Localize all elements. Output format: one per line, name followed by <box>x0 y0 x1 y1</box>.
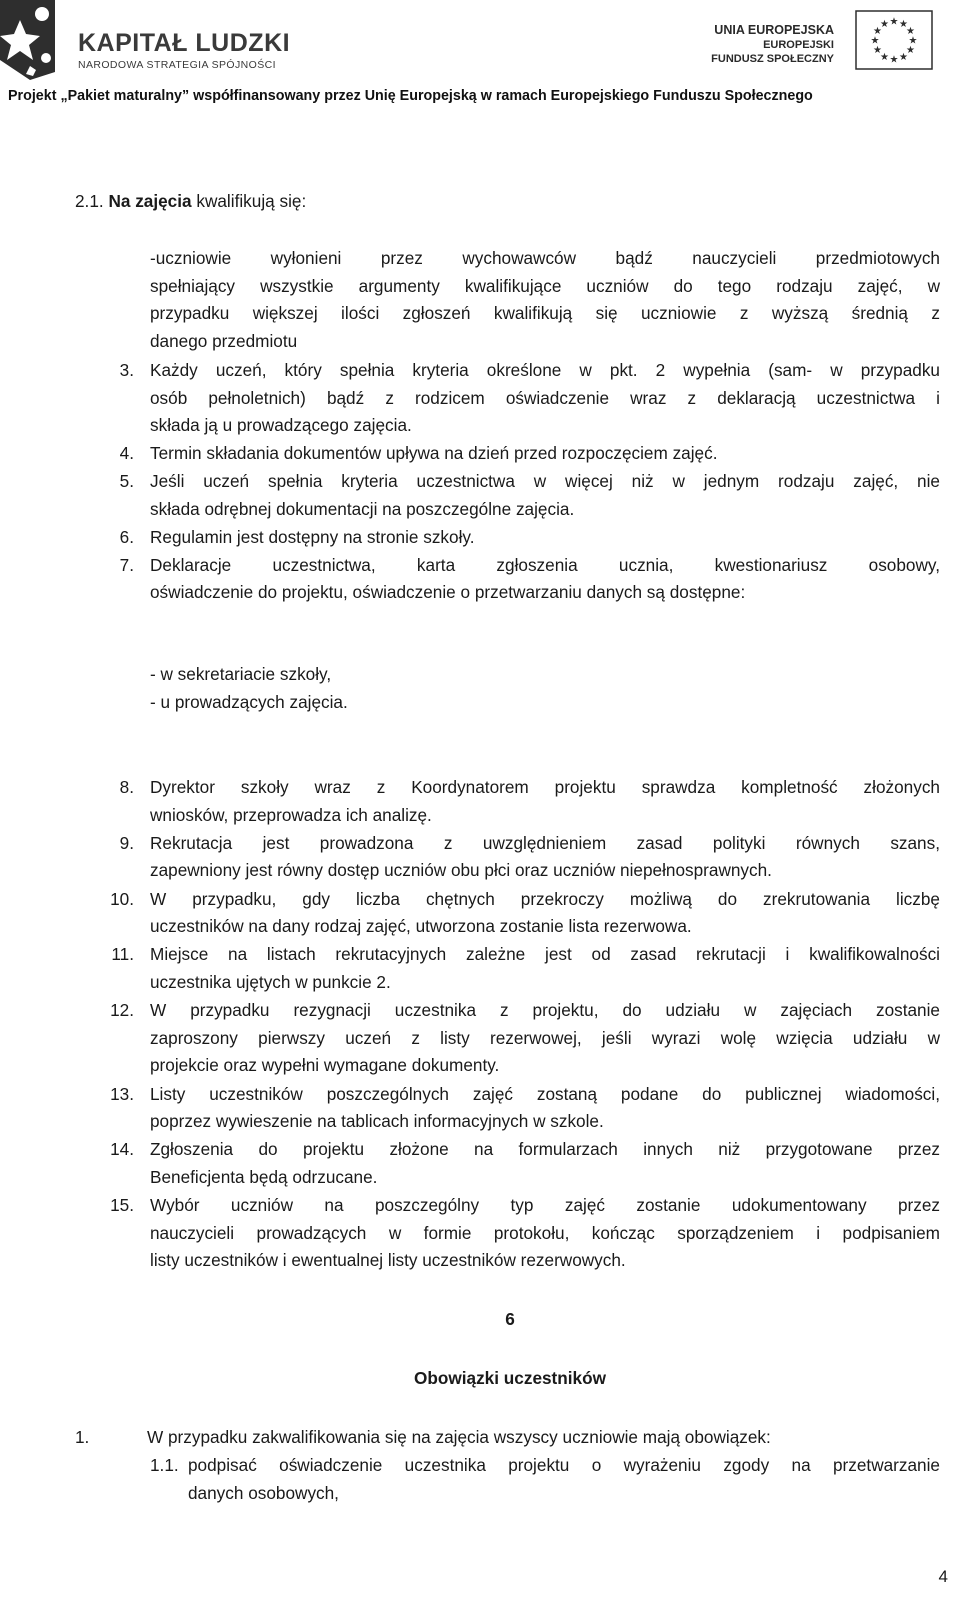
section-2-1-number: 2.1. <box>75 191 104 211</box>
list-item-number: 12. <box>110 1000 134 1021</box>
eu-star-icon: ★ <box>873 26 883 37</box>
list-item-number: 5. <box>119 471 134 492</box>
list-item-line: listy uczestników i ewentualnej listy uczestników rezerwowych. <box>150 1250 626 1271</box>
eu-star-icon: ★ <box>899 19 908 31</box>
list-item <box>150 1081 940 1136</box>
list-item-line: Listy uczestników poszczególnych zajęć zostaną podane do publicznej wiadomości, <box>150 1083 940 1104</box>
list-item-number: 15. <box>110 1195 134 1216</box>
eu-star-icon: ★ <box>905 45 915 56</box>
section-2-1-paragraph <box>150 245 940 355</box>
list-item-line: uczestnika ujętych w punkcie 2. <box>150 971 391 992</box>
eu-star-icon: ★ <box>880 19 889 31</box>
list-item-line: Dyrektor szkoły wraz z Koordynatorem projektu sprawdza kompletność złożonych <box>150 777 940 797</box>
list-item <box>150 941 940 996</box>
list-item <box>150 1136 940 1191</box>
list-item-line: Rekrutacja jest prowadzona z uwzględnieniem zasad polityki równych szans, <box>150 832 940 853</box>
eu-star-icon: ★ <box>873 45 883 56</box>
eu-star-icon: ★ <box>905 26 915 37</box>
para-line: przypadku większej ilości zgłoszeń kwalifikują się uczniowie z wyższą średnią z <box>150 303 940 323</box>
list-item <box>150 997 940 1080</box>
section-6-number: 6 <box>505 1309 515 1329</box>
availability-list <box>150 661 348 716</box>
eu-star-icon: ★ <box>889 54 899 66</box>
list-item-line: projekcie oraz wypełni wymagane dokumenty. <box>150 1055 500 1076</box>
list-item-number: 6. <box>119 526 134 547</box>
list-item-line: Regulamin jest dostępny na stronie szkoły. <box>150 526 475 547</box>
list-item-number: 10. <box>110 888 134 909</box>
section-6-item-text: W przypadku zakwalifikowania się na zajęcia wszyscy uczniowie mają obowiązek: <box>147 1427 771 1447</box>
para-line: spełniający wszystkie argumenty kwalifikujące uczniów do tego rodzaju zajęć, w <box>150 275 940 296</box>
eu-star-icon: ★ <box>908 35 918 47</box>
section-2-1-heading <box>75 188 306 216</box>
section-6-title: Obowiązki uczestników <box>414 1368 606 1388</box>
list-item-line: Jeśli uczeń spełnia kryteria uczestnictwa w więcej niż w jednym rodzaju zajęć, nie <box>150 471 940 492</box>
list-item <box>150 552 940 607</box>
list-item-line: uczestników na dany rodzaj zajęć, utworzona zostanie lista rezerwowa. <box>150 916 692 937</box>
list-item-number: 3. <box>119 360 134 380</box>
list-item-line: zaproszony pierwszy uczeń z listy rezerwowej, jeśli wyrazi wolę wzięcia udziału w <box>150 1027 940 1048</box>
availability-item: - u prowadzących zajęcia. <box>150 691 348 712</box>
sub-line: podpisać oświadczenie uczestnika projektu o wyrażeniu zgody na przetwarzanie <box>188 1455 940 1475</box>
para-line: -uczniowie wyłonieni przez wychowawców bądź nauczycieli przedmiotowych <box>150 248 940 268</box>
list-item-line: wniosków, przeprowadza ich analizę. <box>150 804 432 825</box>
list-item-line: W przypadku, gdy liczba chętnych przekroczy możliwą do zrekrutowania liczbę <box>150 888 940 909</box>
list-item <box>150 468 940 523</box>
list-item-line: osób pełnoletnich) bądź z rodzicem oświadczenie wraz z deklaracją uczestnictwa i <box>150 387 940 408</box>
eu-line-1: UNIA EUROPEJSKA <box>714 23 834 37</box>
list-item <box>150 524 940 552</box>
list-item <box>150 357 940 440</box>
list-item-number: 7. <box>119 554 134 575</box>
list-item-line: Termin składania dokumentów upływa na dzień przed rozpoczęciem zajęć. <box>150 443 718 464</box>
availability-item: - w sekretariacie szkoły, <box>150 664 332 684</box>
list-item <box>150 774 940 829</box>
kl-title: KAPITAŁ LUDZKI <box>78 29 291 57</box>
section-2-1-bold: Na zajęcia <box>108 191 192 211</box>
list-item-number: 8. <box>119 777 134 797</box>
list-item-line: Miejsce na listach rekrutacyjnych zależne jest od zasad rekrutacji i kwalifikowalności <box>150 944 940 965</box>
list-item <box>150 440 940 468</box>
list-item-number: 11. <box>111 944 134 965</box>
list-item-line: Deklaracje uczestnictwa, karta zgłoszenia ucznia, kwestionariusz osobowy, <box>150 554 940 575</box>
kl-subtitle: NARODOWA STRATEGIA SPÓJNOŚCI <box>78 59 276 71</box>
sub-line: danych osobowych, <box>188 1482 339 1503</box>
list-item-number: 14. <box>110 1139 134 1160</box>
list-item-line: składa ją u prowadzącego zajęcia. <box>150 415 412 435</box>
project-line: Projekt „Pakiet maturalny” współfinansowany przez Unię Europejską w ramach Europejskiego Funduszu Społecznego <box>8 88 813 104</box>
list-item-number: 13. <box>110 1083 134 1104</box>
list-item <box>150 1192 940 1275</box>
list-item-line: Każdy uczeń, który spełnia kryteria określone w pkt. 2 wypełnia (sam- w przypadku <box>150 360 940 380</box>
para-line: danego przedmiotu <box>150 330 298 351</box>
list-item-line: Zgłoszenia do projektu złożone na formularzach innych niż przygotowane przez <box>150 1139 940 1160</box>
list-item-number: 4. <box>119 443 134 464</box>
eu-star-icon: ★ <box>880 51 889 63</box>
eu-line-3: FUNDUSZ SPOŁECZNY <box>711 53 834 65</box>
list-item-line: Wybór uczniów na poszczególny typ zajęć zostanie udokumentowany przez <box>150 1195 940 1216</box>
section-2-1-rest: kwalifikują się: <box>191 191 307 211</box>
list-item-line: składa odrębnej dokumentacji na poszczególne zajęcia. <box>150 498 575 519</box>
eu-star-icon: ★ <box>899 51 908 63</box>
page-number: 4 <box>938 1567 948 1586</box>
section-6-sub-text <box>188 1452 940 1507</box>
eu-star-icon: ★ <box>889 16 899 28</box>
list-item-line: zapewniony jest równy dostęp uczniów obu płci oraz uczniów niepełnosprawnych. <box>150 860 772 881</box>
list-item-line: poprzez wywieszenie na tablicach informacyjnych w szkole. <box>150 1111 604 1131</box>
list-item <box>150 830 940 885</box>
list-item-line: Beneficjenta będą odrzucane. <box>150 1166 378 1187</box>
list-item-line: W przypadku rezygnacji uczestnika z projektu, do udziału w zajęciach zostanie <box>150 1000 940 1021</box>
list-item-line: nauczycieli prowadzących w formie protokołu, kończąc sporządzeniem i podpisaniem <box>150 1222 940 1243</box>
section-6-item-number: 1. <box>75 1427 90 1447</box>
eu-line-2: EUROPEJSKI <box>763 39 834 51</box>
eu-star-icon: ★ <box>870 35 880 47</box>
list-item-line: oświadczenie do projektu, oświadczenie o przetwarzaniu danych są dostępne: <box>150 582 746 603</box>
list-item <box>150 886 940 941</box>
list-item-number: 9. <box>119 832 134 853</box>
section-6-sub-number: 1.1. <box>150 1455 179 1475</box>
